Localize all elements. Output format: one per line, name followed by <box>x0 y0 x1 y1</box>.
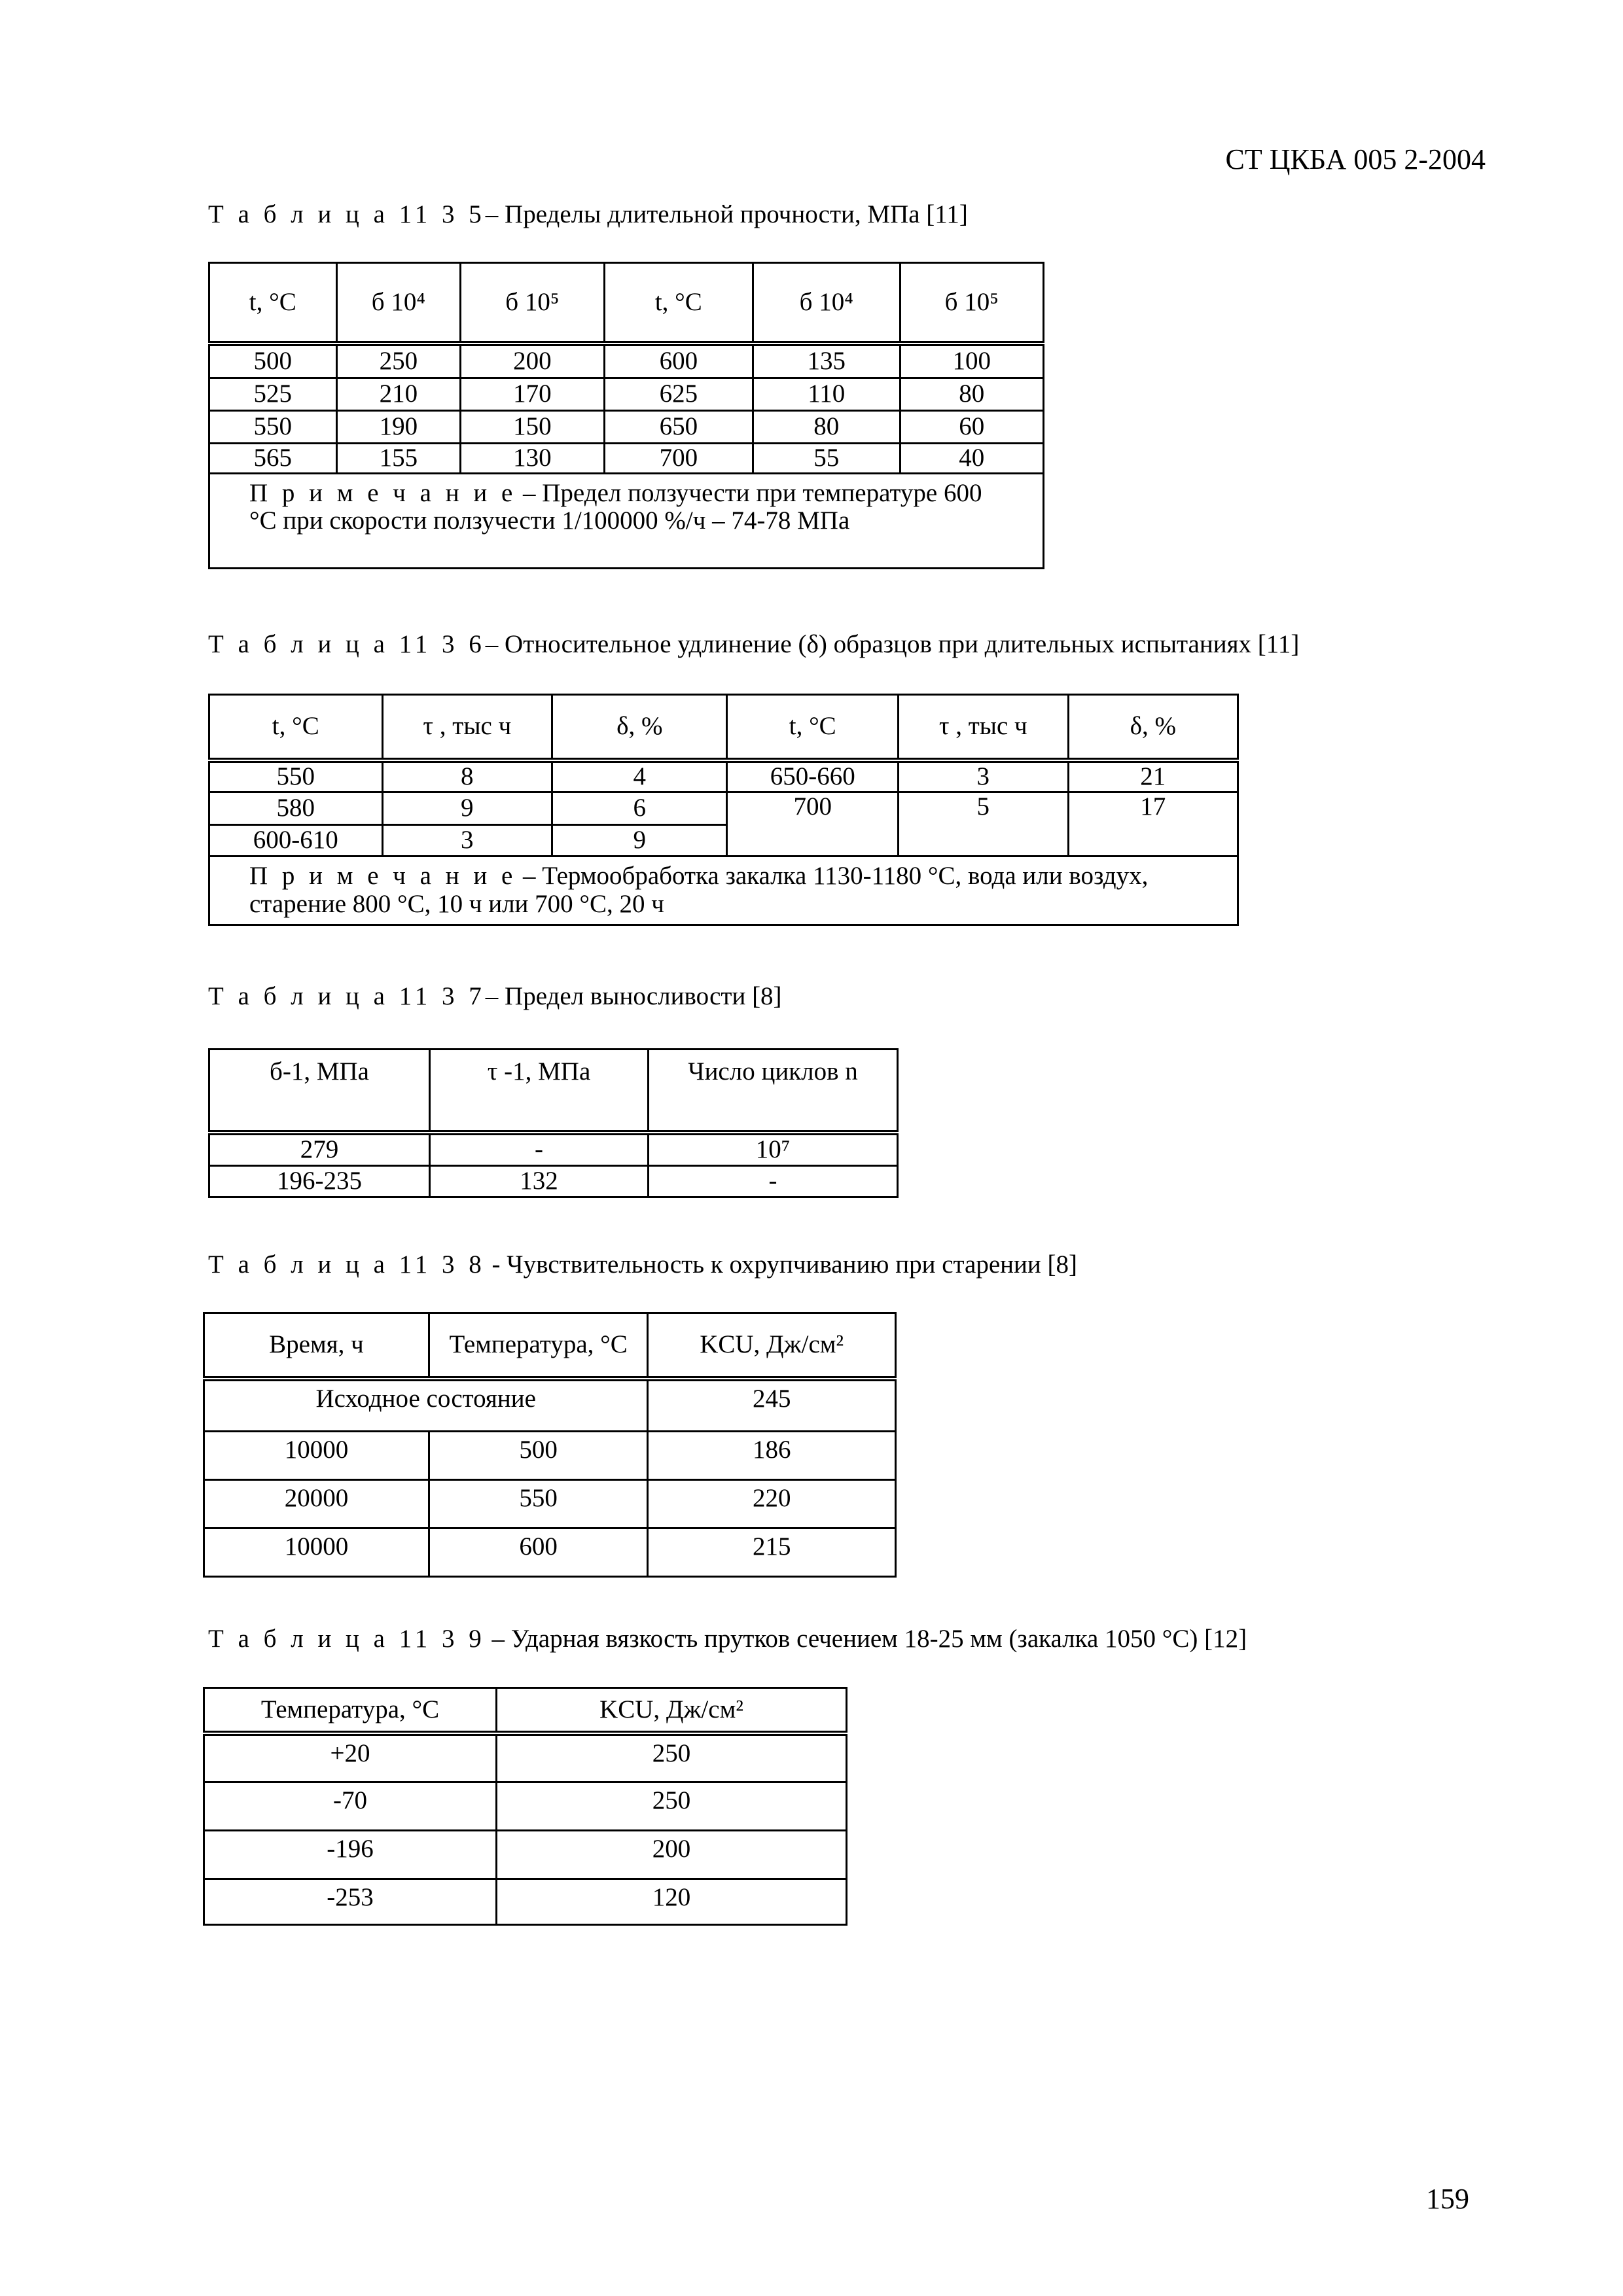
table-header-row <box>204 1688 847 1734</box>
table-cell: 580 <box>209 792 383 824</box>
table-row <box>204 1528 896 1576</box>
table-cell: 40 <box>900 443 1044 473</box>
table-cell: 17 <box>1068 792 1238 856</box>
table-cell: 21 <box>1068 760 1238 792</box>
table-header-row <box>204 1313 896 1379</box>
table-cell: 132 <box>430 1165 649 1197</box>
table-cell: - <box>430 1133 649 1165</box>
table-row <box>209 1165 898 1197</box>
header-cell: б-1, МПа <box>209 1050 430 1133</box>
header-cell: τ -1, МПа <box>430 1050 649 1133</box>
table-cell: 10000 <box>204 1528 429 1576</box>
header-cell: Число циклов n <box>649 1050 898 1133</box>
header-cell: б 10⁵ <box>900 263 1044 344</box>
header-cell: б 10⁵ <box>461 263 604 344</box>
header-cell: t, °C <box>209 695 383 761</box>
table-1139-title: – Ударная вязкость прутков сечением 18-25 мм (закалка 1050 °С) [12] <box>485 1625 1247 1653</box>
table-cell: 215 <box>648 1528 896 1576</box>
table-cell: 6 <box>552 792 727 824</box>
table-cell: 10000 <box>204 1431 429 1479</box>
header-cell: б 10⁴ <box>753 263 900 344</box>
table-1139-caption <box>208 1624 1247 1653</box>
table-cell: 110 <box>753 378 900 410</box>
table-row <box>204 1733 847 1782</box>
table-1138-label: Т а б л и ц а 11 3 8 <box>208 1250 486 1279</box>
table-cell: 600 <box>604 344 753 378</box>
table-cell: 100 <box>900 344 1044 378</box>
header-cell: t, °C <box>727 695 899 761</box>
table-cell: 550 <box>429 1479 647 1528</box>
table-note <box>209 856 1238 925</box>
table-cell: 500 <box>209 344 337 378</box>
table-cell: 5 <box>899 792 1069 856</box>
table-cell: 250 <box>497 1733 847 1782</box>
table-cell: 279 <box>209 1133 430 1165</box>
table-cell: 250 <box>497 1782 847 1830</box>
header-cell: Температура, °С <box>429 1313 647 1379</box>
table-cell: 135 <box>753 344 900 378</box>
table-cell: +20 <box>204 1733 497 1782</box>
table-note-row <box>209 473 1044 568</box>
table-cell: 20000 <box>204 1479 429 1528</box>
table-1138 <box>203 1312 897 1578</box>
table-cell: 60 <box>900 410 1044 443</box>
table-1139 <box>203 1687 847 1926</box>
table-1137-title: – Предел выносливости [8] <box>485 982 782 1010</box>
table-cell: 565 <box>209 443 337 473</box>
table-cell: 190 <box>336 410 461 443</box>
table-row <box>209 792 1238 824</box>
table-cell: 8 <box>382 760 552 792</box>
table-row <box>209 1133 898 1165</box>
table-1135 <box>208 262 1044 569</box>
table-cell: 9 <box>382 792 552 824</box>
table-cell: 245 <box>648 1379 896 1431</box>
header-cell: t, °C <box>604 263 753 344</box>
table-cell: 200 <box>461 344 604 378</box>
initial-state-label: Исходное состояние <box>204 1379 648 1431</box>
table-1139-label: Т а б л и ц а 11 3 9 <box>208 1625 486 1653</box>
table-cell: 196-235 <box>209 1165 430 1197</box>
table-cell: 550 <box>209 410 337 443</box>
document-code: СТ ЦКБА 005 2-2004 <box>1225 143 1486 175</box>
table-cell: 250 <box>336 344 461 378</box>
table-note <box>209 473 1044 568</box>
header-cell: δ, % <box>552 695 727 761</box>
note-label: П р и м е ч а н и е <box>249 861 517 890</box>
table-cell: -70 <box>204 1782 497 1830</box>
table-cell: 155 <box>336 443 461 473</box>
table-cell: 650 <box>604 410 753 443</box>
table-cell: 500 <box>429 1431 647 1479</box>
table-1136-caption <box>208 629 1299 659</box>
table-header-row <box>209 1050 898 1133</box>
table-row <box>204 1879 847 1924</box>
header-cell: δ, % <box>1068 695 1238 761</box>
table-1137-caption <box>208 981 782 1011</box>
table-cell: 9 <box>552 824 727 856</box>
table-row <box>209 378 1044 410</box>
table-cell: 186 <box>648 1431 896 1479</box>
table-1137 <box>208 1048 899 1198</box>
table-cell: -253 <box>204 1879 497 1924</box>
header-cell: τ , тыс ч <box>382 695 552 761</box>
table-row <box>204 1479 896 1528</box>
table-row <box>204 1830 847 1879</box>
table-cell: 550 <box>209 760 383 792</box>
table-1137-label: Т а б л и ц а 11 3 7 <box>208 982 486 1010</box>
table-1138-title: - Чувствительность к охрупчиванию при старении [8] <box>485 1250 1077 1279</box>
table-cell: 525 <box>209 378 337 410</box>
table-cell: 150 <box>461 410 604 443</box>
table-cell: 600-610 <box>209 824 383 856</box>
table-cell: 3 <box>382 824 552 856</box>
table-cell: 220 <box>648 1479 896 1528</box>
table-cell: 130 <box>461 443 604 473</box>
table-cell: 120 <box>497 1879 847 1924</box>
table-row <box>204 1431 896 1479</box>
note-text: – Предел ползучести при температуре 600 °С при скорости ползучести 1/100000 %/ч – 74-78 МПа <box>249 478 982 535</box>
note-label: П р и м е ч а н и е <box>249 478 517 507</box>
table-note-row <box>209 856 1238 925</box>
header-cell: б 10⁴ <box>336 263 461 344</box>
table-cell: 170 <box>461 378 604 410</box>
table-cell: 80 <box>753 410 900 443</box>
table-1136 <box>208 694 1239 926</box>
table-header-row <box>209 263 1044 344</box>
page-number: 159 <box>1426 2183 1469 2215</box>
table-cell: 700 <box>727 792 899 856</box>
table-cell: 55 <box>753 443 900 473</box>
header-cell: t, °C <box>209 263 337 344</box>
table-1136-label: Т а б л и ц а 11 3 6 <box>208 630 486 658</box>
table-row <box>209 410 1044 443</box>
table-cell: 625 <box>604 378 753 410</box>
table-cell: -196 <box>204 1830 497 1879</box>
table-cell: 700 <box>604 443 753 473</box>
table-row <box>209 760 1238 792</box>
table-cell: 210 <box>336 378 461 410</box>
table-1135-label: Т а б л и ц а 11 3 5 <box>208 200 486 228</box>
table-1136-title: – Относительное удлинение (δ) образцов при длительных испытаниях [11] <box>485 630 1300 658</box>
table-cell: 10⁷ <box>649 1133 898 1165</box>
table-cell: 4 <box>552 760 727 792</box>
table-cell: - <box>649 1165 898 1197</box>
table-row <box>204 1782 847 1830</box>
table-row <box>209 344 1044 378</box>
table-cell: 200 <box>497 1830 847 1879</box>
table-1135-title: – Пределы длительной прочности, МПа [11] <box>485 200 968 228</box>
header-cell: KCU, Дж/см² <box>497 1688 847 1734</box>
header-cell: τ , тыс ч <box>899 695 1069 761</box>
table-header-row <box>209 695 1238 761</box>
table-cell: 3 <box>899 760 1069 792</box>
table-cell: 80 <box>900 378 1044 410</box>
table-1135-caption <box>208 200 968 229</box>
table-cell: 650-660 <box>727 760 899 792</box>
table-cell: 600 <box>429 1528 647 1576</box>
header-cell: Время, ч <box>204 1313 429 1379</box>
header-cell: KCU, Дж/см² <box>648 1313 896 1379</box>
table-row <box>209 443 1044 473</box>
note-text: – Термообработка закалка 1130-1180 °С, вода или воздух, старение 800 °С, 10 ч или 700 °С, 20 ч <box>249 861 1149 918</box>
header-cell: Температура, °С <box>204 1688 497 1734</box>
table-row <box>204 1379 896 1431</box>
table-1138-caption <box>208 1250 1077 1279</box>
